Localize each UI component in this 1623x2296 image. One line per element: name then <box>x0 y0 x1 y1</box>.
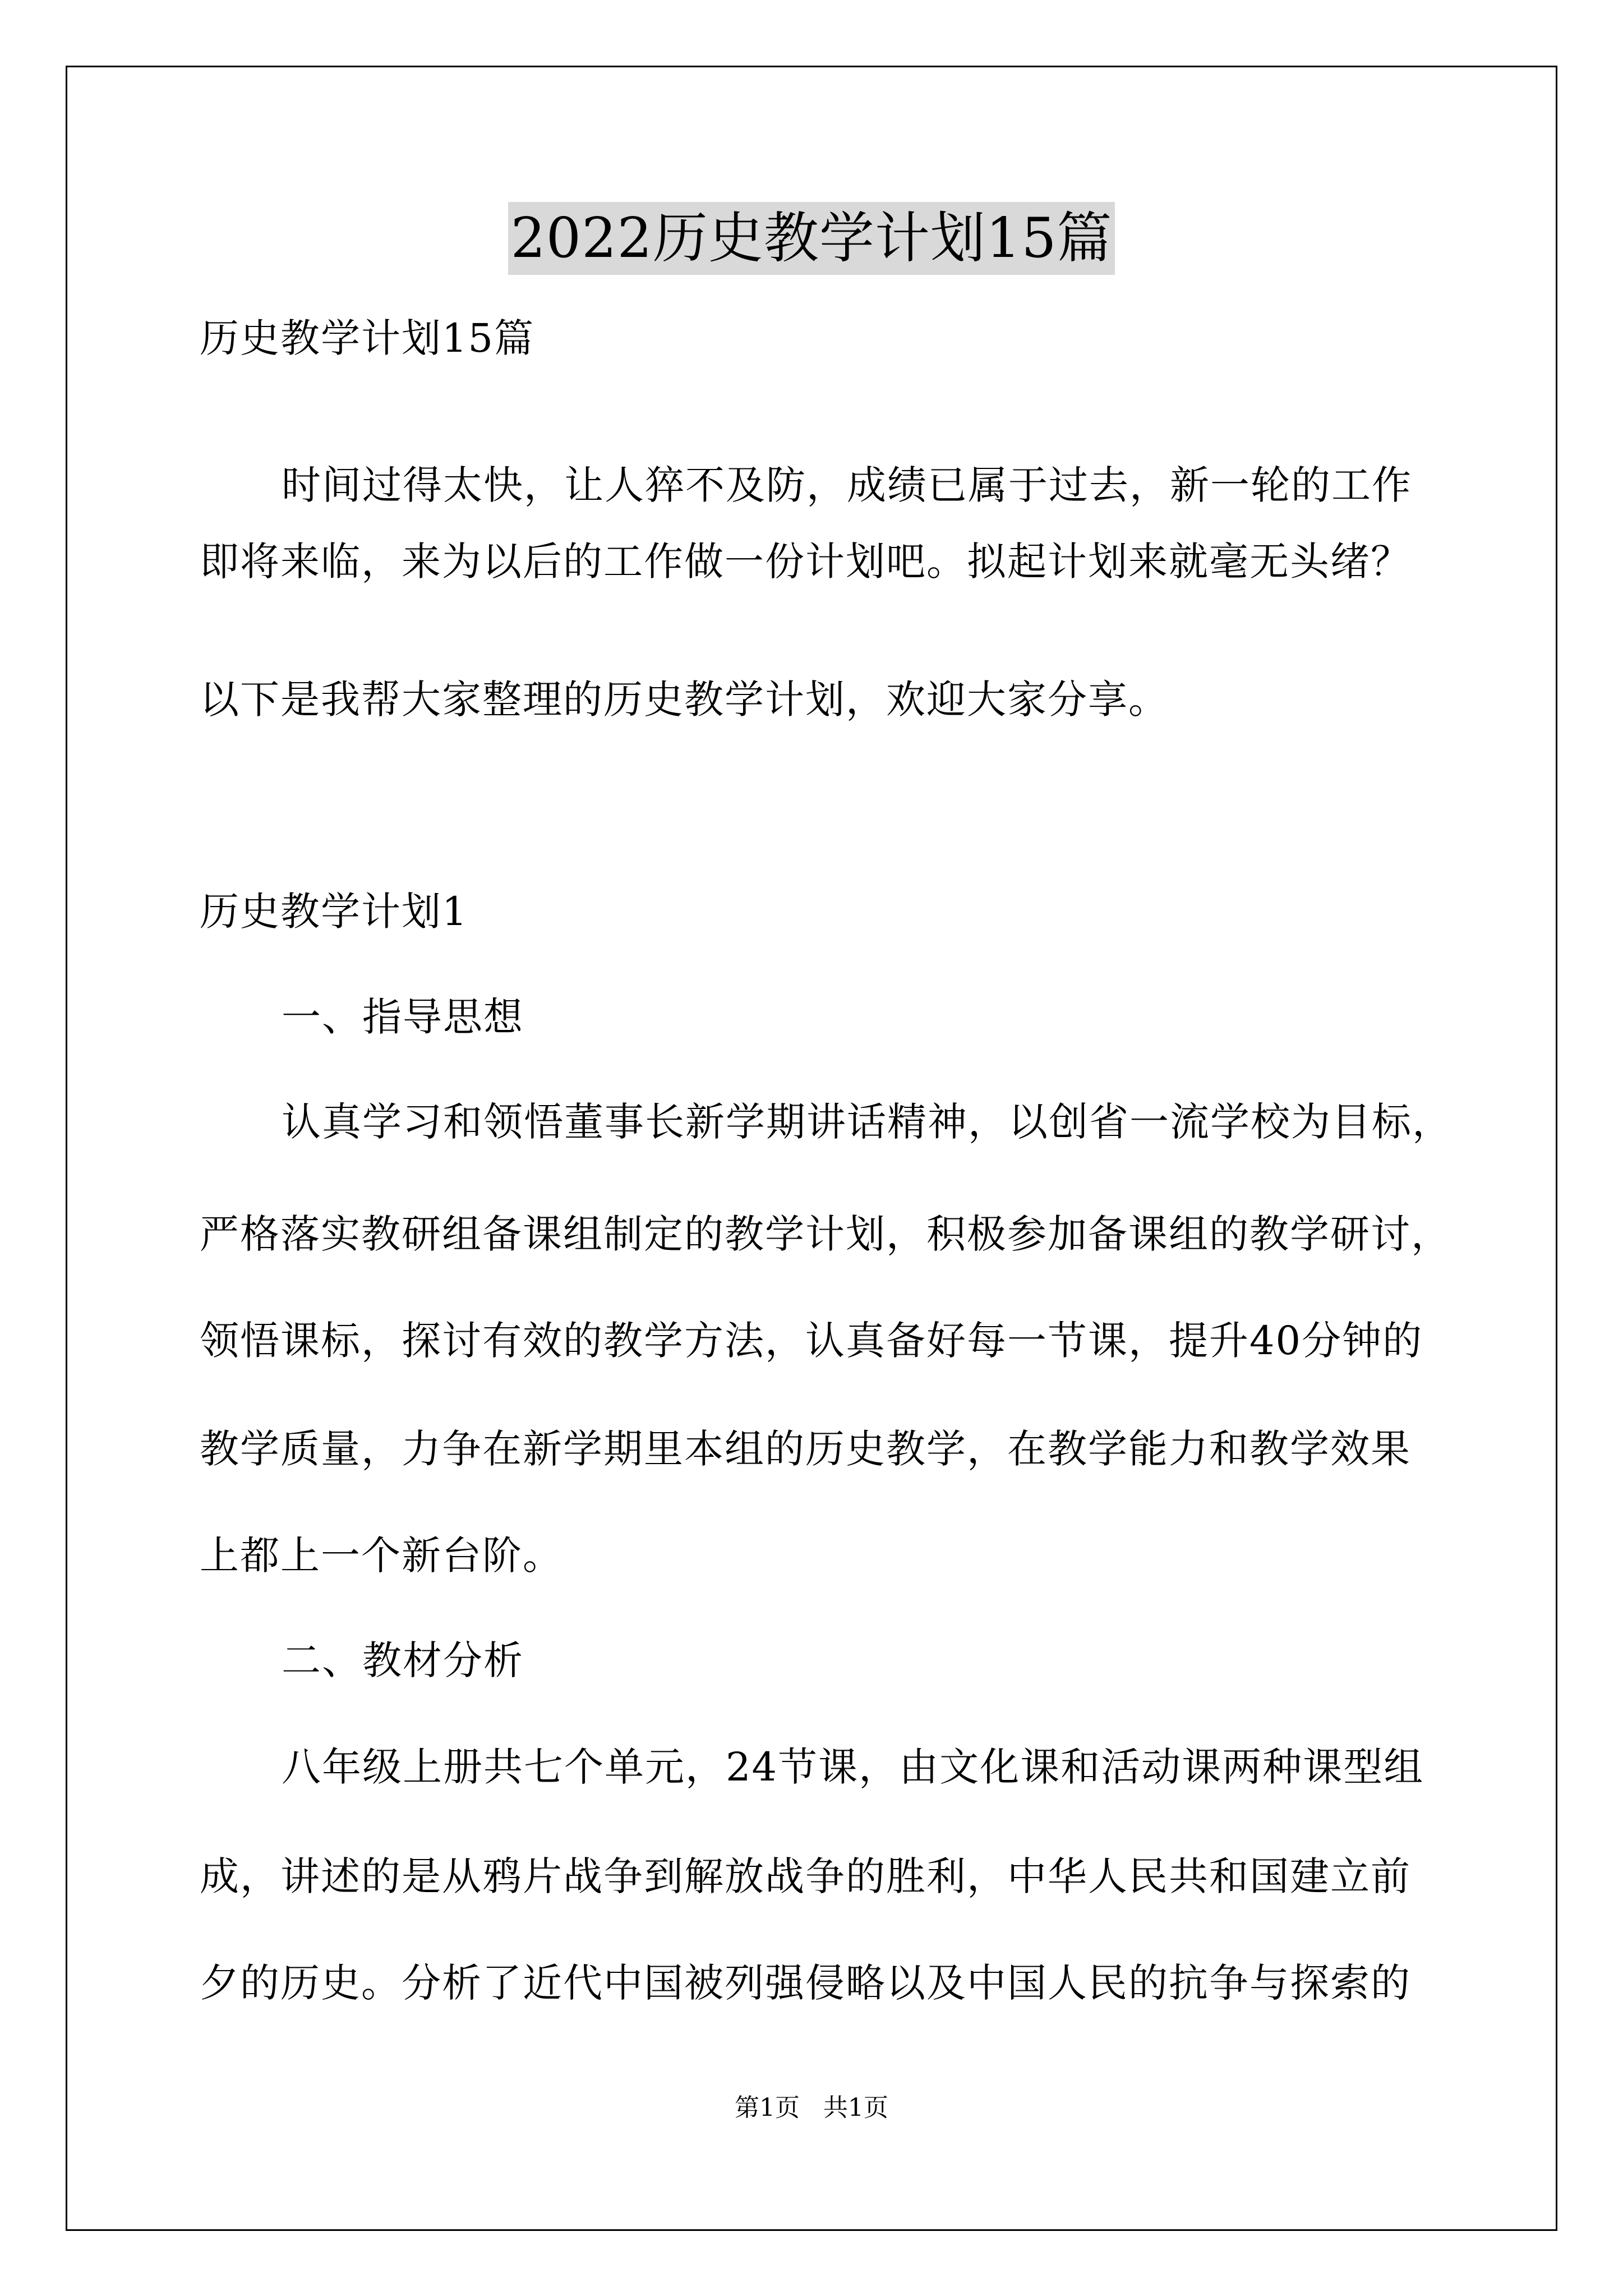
page-footer: 第1页 共1页 <box>735 2093 888 2122</box>
paragraph-line: 即将来临，来为以后的工作做一份计划吧。拟起计划来就毫无头绪？ <box>200 539 1411 585</box>
paragraph-line: 严格落实教研组备课组制定的教学计划，积极参加备课组的教学研讨， <box>200 1211 1451 1257</box>
subsection-heading: 二、教材分析 <box>282 1637 524 1683</box>
document-title: 2022历史教学计划15篇 <box>508 202 1114 275</box>
section-heading: 历史教学计划1 <box>200 889 468 935</box>
paragraph-line: 教学质量，力争在新学期里本组的历史教学，在教学能力和教学效果 <box>200 1426 1411 1472</box>
paragraph-line: 时间过得太快，让人猝不及防，成绩已属于过去，新一轮的工作 <box>282 462 1412 508</box>
paragraph-line: 认真学习和领悟董事长新学期讲话精神，以创省一流学校为目标， <box>282 1099 1453 1145</box>
subsection-heading: 一、指导思想 <box>282 994 524 1040</box>
paragraph-line: 以下是我帮大家整理的历史教学计划，欢迎大家分享。 <box>200 677 1169 723</box>
paragraph-line: 领悟课标，探讨有效的教学方法，认真备好每一节课，提升40分钟的 <box>200 1318 1423 1364</box>
paragraph-line: 上都上一个新台阶。 <box>200 1533 563 1579</box>
page-border <box>66 66 1557 2231</box>
title-container <box>0 202 1623 275</box>
paragraph-line: 成，讲述的是从鸦片战争到解放战争的胜利，中华人民共和国建立前 <box>200 1853 1411 1899</box>
paragraph-line: 夕的历史。分析了近代中国被列强侵略以及中国人民的抗争与探索的 <box>200 1960 1411 2006</box>
subtitle-line: 历史教学计划15篇 <box>200 315 535 361</box>
paragraph-line: 八年级上册共七个单元，24节课，由文化课和活动课两种课型组 <box>282 1744 1424 1790</box>
